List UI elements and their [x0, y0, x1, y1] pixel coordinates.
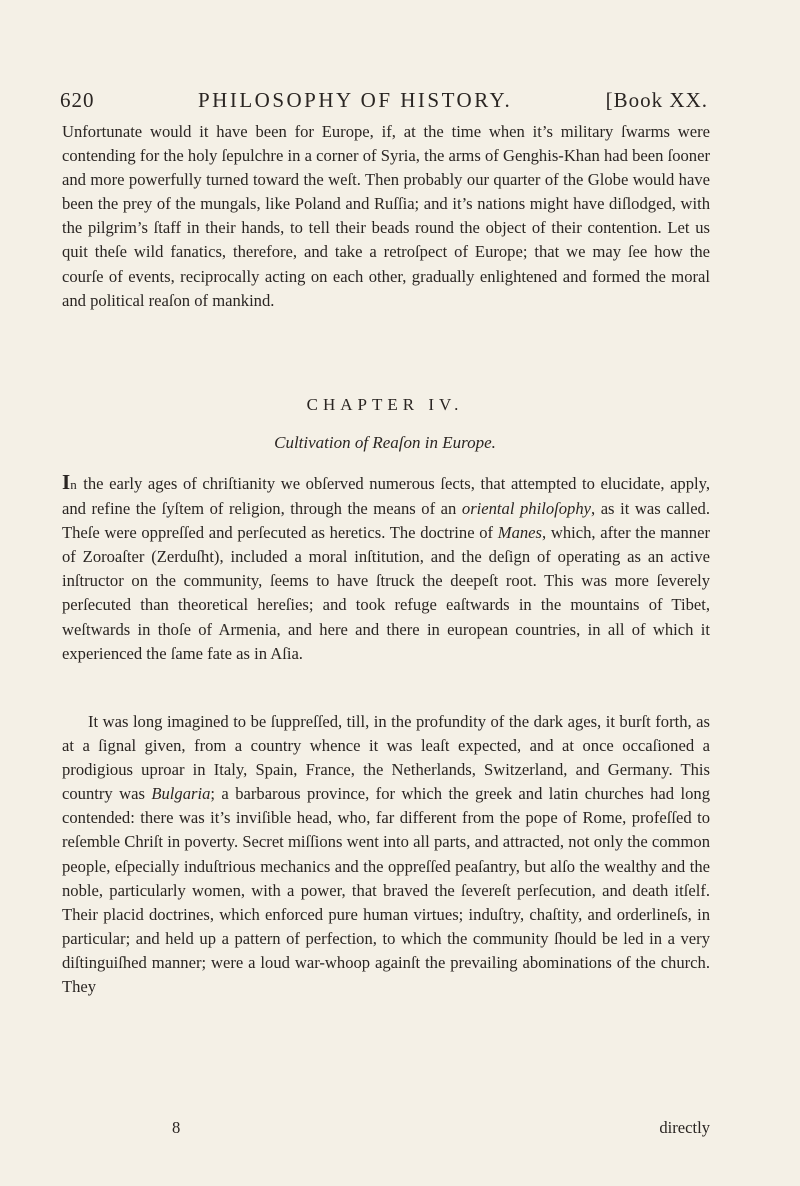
paragraph-2-text-2: , as it was called. Theſe were oppreſſed and perſecuted as heretics. The doctrine of [62, 499, 711, 543]
page-footer [62, 1118, 710, 1142]
catchword: directly [659, 1118, 710, 1137]
italic-manes: Manes [497, 523, 543, 543]
italic-bulgaria: Bulgaria [151, 784, 211, 804]
drop-cap: I [62, 470, 71, 494]
page-number: 620 [60, 88, 95, 112]
running-title: PHILOSOPHY OF HISTORY. [198, 88, 513, 112]
paragraph-1: Unfortunate would it have been for Europe, if, at the time when it’s military ſwarms were contending for the holy ſepulchre in a corner of Syria, the arms of Genghis-Khan had been ſooner and more powerfully turned toward the weſt. Then probably our quarter of the Globe would have been the prey of the mungals, like Poland and Ruſſia; and it’s nations might have diſlodged, with the pilgrim’s ſtaff in their hands, to tell their beads round the object of their contention. Let us quit theſe wild fanatics, therefore, and take a retroſpect of Europe; that we may ſee how the courſe of events, reciprocally acting on each other, gradually enlightened and formed the moral and political reaſon of mankind. [62, 122, 710, 310]
chapter-heading: CHAPTER IV. [306, 395, 464, 414]
chapter-subtitle: Cultivation of Reaſon in Europe. [274, 433, 496, 452]
paragraph-2-text-1: the early ages of chriſtianity we obſerved numerous ſects, that attempted to elucidate, apply, and refine the ſyſtem of religion, through the means of an [62, 474, 710, 519]
signature-mark: 8 [172, 1118, 181, 1137]
paragraph-3-text-2: ; a barbarous province, for which the greek and latin churches had long contended: there was it’s inviſible head, who, far different from the pope of Rome, profeſſed to reſemble Chriſt in poverty. Secret miſſions went into all parts, and attracted, not only the common people, eſpecially induſtrious mechanics and the oppreſſed peaſantry, but alſo the wealthy and the noble, particularly women, with a power, that braved the ſevereſt perſecution, and death itſelf. Their placid doctrines, which enforced pure human virtues; induſtry, chaſtity, and orderlineſs, in particular; and held up a pattern of perfection, to which the community ſhould be led in a very diſtinguiſhed manner; were a loud war-whoop againſt the prevailing abominations of the church. They [62, 784, 710, 997]
paragraph-3 [62, 710, 710, 999]
small-caps-text: n [70, 477, 78, 492]
italic-oriental-philosophy: oriental philoſophy [461, 499, 591, 519]
paragraph-2 [62, 470, 710, 666]
running-header [60, 88, 708, 118]
book-reference: [Book XX. [605, 88, 708, 112]
paragraph-2-text-3: , which, after the manner of Zoroaſter (Zerduſht), included a moral inſtitution, and the deſign of operating as an active inſtructor on the community, ſeems to have ſtruck the deepeſt root. This was more ſeverely perſecuted than theoretical hereſies; and took refuge eaſtwards in the mountains of Tibet, weſtwards in thoſe of Armenia, and here and there in european countries, in all of which it experienced the ſame fate as in Aſia. [62, 523, 710, 663]
paragraph-3-text-1: It was long imagined to be ſuppreſſed, till, in the profundity of the dark ages, it burſt forth, as at a ſignal given, from a country whence it was leaſt expected, and at once occaſioned a prodigious uproar in Italy, Spain, France, the Netherlands, Switzerland, and Germany. This country was [62, 712, 710, 804]
